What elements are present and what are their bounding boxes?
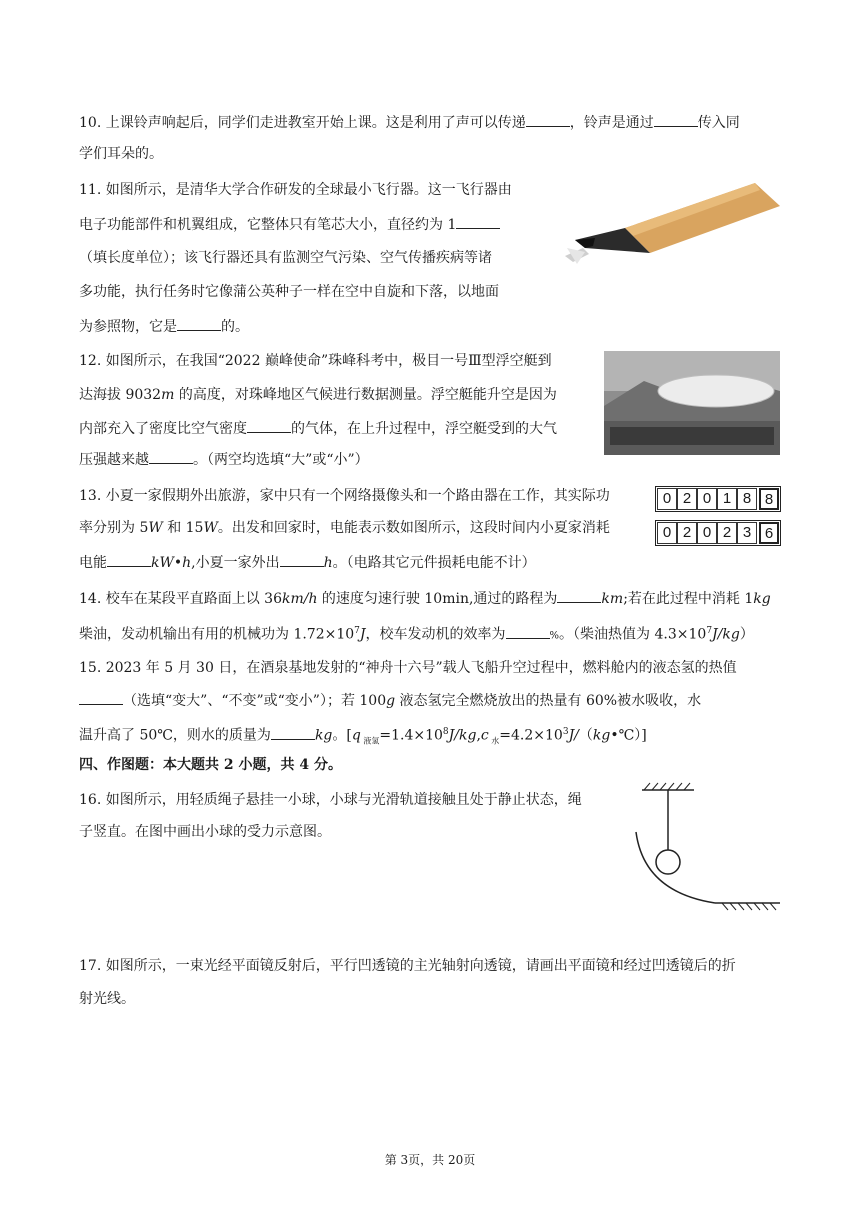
q15-line-1 [79,658,737,678]
q12-text: 。（两空均选填“大”或“小”） [193,452,369,468]
q14-text: ） [739,626,754,643]
unit: kg [753,591,771,607]
meter-digit: 3 [737,522,757,544]
q10-text: 10. 上课铃声响起后，同学们走进教室开始上课。这是利用了声可以传递 [79,115,526,131]
q14-text: 的速度匀速行驶 10min,通过的路程为 [317,591,558,607]
q12-line-1 [79,351,552,371]
q11-line-4 [79,282,499,302]
symbol: c [480,727,489,744]
q13-text: 和 15 [162,520,204,536]
unit: m [161,387,175,403]
q12-text: 的气体，在上升过程中，浮空艇受到的大气 [291,421,557,437]
q11-line-5 [79,316,249,337]
unit: % [549,630,560,642]
meter-digit: 0 [697,522,717,544]
page-number: 第 3页，共 20页 [384,1153,476,1167]
q11-text: 多功能，执行任务时它像蒲公英种子一样在空中自旋和下落，以地面 [79,284,499,300]
q12-text: 的高度，对珠峰地区气候进行数据测量。浮空艇能升空是因为 [174,387,557,403]
q12-text: 达海拔 9032 [79,387,162,403]
q12-text: 12. 如图所示，在我国“2022 巅峰使命”珠峰科考中，极目一号Ⅲ型浮空艇到 [79,353,552,369]
q15-text: =1.4×10 [379,727,443,744]
q11-line-1 [79,180,512,200]
q14-text: ;若在此过程中消耗 1 [623,591,754,607]
q15-text: , [476,727,481,744]
unit: W [203,520,218,536]
q12-line-3 [79,418,557,439]
q17-line-2 [79,989,135,1009]
answer-blank[interactable] [107,552,151,567]
unit: h [323,555,333,571]
unit: W [148,520,163,536]
unit: J/kg [712,626,740,643]
q15-text: 15. 2023 年 5 月 30 日，在酒泉基地发射的“神舟十六号”载人飞船升空过程中，燃料舱内的液态氢的热值 [79,660,737,676]
meter-reading-return [655,520,781,546]
q13-text: 率分别为 5 [79,520,149,536]
answer-blank[interactable] [654,112,698,127]
q14-line-1 [79,588,771,609]
unit: km/h [281,591,318,607]
q17-text: 17. 如图所示，一束光经平面镜反射后，平行凹透镜的主光轴射向透镜，请画出平面镜和经过凹透镜后的折 [79,958,736,974]
answer-blank[interactable] [247,418,291,433]
answer-blank[interactable] [79,690,123,705]
unit: J/ [568,727,579,744]
exponent: 7 [706,626,713,636]
q10-text: 学们耳朵的。 [79,146,163,162]
q13-line-3 [79,552,536,573]
q14-text: 。（柴油热值为 4.3×10 [559,626,707,643]
answer-blank[interactable] [280,552,324,567]
q16-text: 子竖直。在图中画出小球的受力示意图。 [79,824,331,840]
q11-text: 电子功能部件和机翼组成，它整体只有笔芯大小，直径约为 1 [79,217,457,233]
unit: km [601,591,624,607]
meter-reading-departure [655,486,781,512]
meter-digit: 0 [657,522,677,544]
q11-line-2 [79,214,500,235]
meter-digit-decimal: 6 [759,522,779,544]
q10-line-1 [79,112,740,133]
answer-blank[interactable] [456,214,500,229]
q17-text: 射光线。 [79,991,135,1007]
q15-line-2 [79,690,701,711]
q15-text: 液态氢完全燃烧放出的热量有 60%被水吸收，水 [395,693,702,709]
section-heading: 四、作图题：本大题共 2 小题，共 4 分。 [79,757,342,773]
q15-text: （选填“变大”、“不变”或“变小”）；若 100 [123,693,387,709]
meter-digit: 0 [697,488,717,510]
unit: kg [592,727,611,744]
meter-digit: 2 [717,522,737,544]
q15-text: （ [578,727,593,744]
unit: J [359,626,366,643]
q10-text: 传入同 [697,115,740,131]
q12-text: 压强越来越 [79,452,149,468]
q10-text: ，铃声是通过 [569,115,654,131]
q15-text: =4.2×10 [499,727,563,744]
exponent: 3 [562,727,569,737]
pendulum-track-diagram [630,780,786,915]
q15-text: 。[ [332,727,352,744]
q11-text: 为参照物，它是 [79,319,177,335]
q15-text: 温升高了 50℃，则水的质量为 [79,727,271,744]
q11-text: 11. 如图所示，是清华大学合作研发的全球最小飞行器。这一飞行器由 [79,182,512,198]
q14-text: 柴油，发动机输出有用的机械功为 1.72×10 [79,626,355,643]
q13-text: 13. 小夏一家假期外出旅游，家中只有一个网络摄像头和一个路由器在工作，其实际功 [79,488,610,504]
unit: g [386,693,396,709]
meter-digit-decimal: 8 [759,488,779,510]
q12-line-2 [79,385,557,405]
unit: kg [314,727,333,744]
q16-line-1 [79,790,582,810]
unit: kW•h [151,555,192,571]
q13-line-1 [79,486,610,506]
q11-text: （填长度单位）；该飞行器还具有监测空气污染、空气传播疾病等诸 [79,250,492,266]
meter-digit: 8 [737,488,757,510]
exponent: 7 [354,626,360,636]
q12-text: 内部充入了密度比空气密度 [79,421,247,437]
symbol: q [351,727,361,744]
meter-box [655,520,781,546]
pencil-aircraft-photo [555,178,785,278]
q10-line-2 [79,144,163,164]
q15-text: •℃）] [610,727,647,744]
subscript: 液氢 [360,736,380,746]
q11-text: 的。 [221,319,249,335]
q13-text: 。出发和回家时，电能表示数如图所示，这段时间内小夏家消耗 [217,520,610,536]
subscript: 水 [488,736,500,746]
meter-digit: 0 [657,488,677,510]
meter-digit: 1 [717,488,737,510]
q13-text: 电能 [79,555,107,571]
answer-blank[interactable] [177,316,221,331]
q12-line-4 [79,449,369,470]
q14-text: ，校车发动机的效率为 [365,626,506,643]
exponent: 8 [442,727,449,737]
q17-line-1 [79,956,736,976]
answer-blank[interactable] [557,588,601,603]
q11-line-3 [79,248,492,268]
q16-text: 16. 如图所示，用轻质绳子悬挂一小球，小球与光滑轨道接触且处于静止状态，绳 [79,792,582,808]
q16-line-2 [79,822,331,842]
meter-digit: 2 [677,488,697,510]
q14-line-2 [79,621,754,647]
answer-blank[interactable] [506,624,550,639]
answer-blank[interactable] [271,725,315,740]
q13-text: 。（电路其它元件损耗电能不计） [332,555,536,571]
q15-line-3 [79,722,647,751]
meter-box [655,486,781,512]
q13-text: ,小夏一家外出 [191,555,280,571]
q14-text: 14. 校车在某段平直路面上以 36 [79,591,282,607]
meter-digit: 2 [677,522,697,544]
airship-photo [604,351,780,455]
unit: J/kg [448,727,477,744]
q13-line-2 [79,518,610,538]
answer-blank[interactable] [526,112,570,127]
answer-blank[interactable] [149,449,193,464]
